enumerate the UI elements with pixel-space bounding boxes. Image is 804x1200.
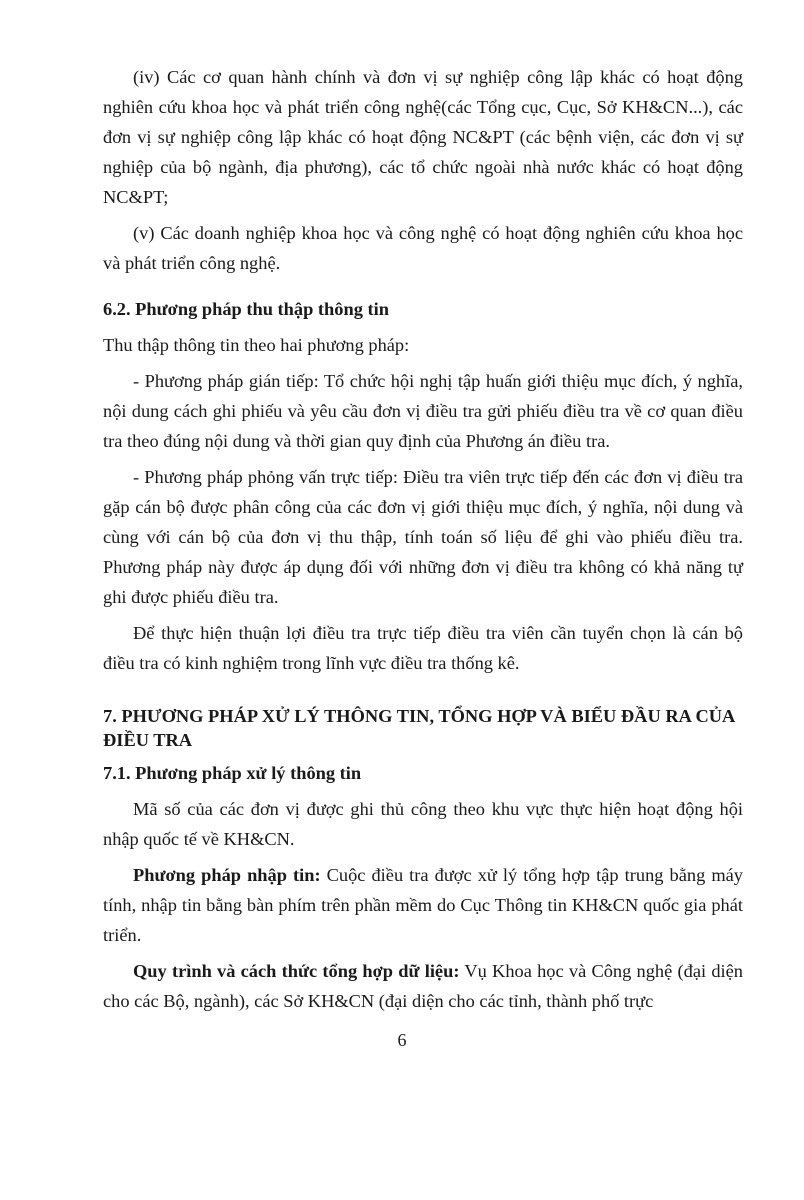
data-entry-label: Phương pháp nhập tin:	[133, 865, 321, 885]
paragraph-code: Mã số của các đơn vị được ghi thủ công theo khu vực thực hiện hoạt động hội nhập quốc tế về KH&CN.	[103, 799, 743, 849]
page-number: 6	[397, 1030, 407, 1050]
process-text: Vụ Khoa học và Công nghệ (đại diện cho các Bộ, ngành), các Sở KH&CN (đại diện cho các tỉnh, thành phố trực	[103, 961, 743, 1011]
data-entry-text: Cuộc điều tra được xử lý tổng hợp tập trung bằng máy tính, nhập tin bằng bàn phím trên phần mềm do Cục Thông tin KH&CN quốc gia phát triển.	[103, 865, 743, 945]
paragraph-direct-method: - Phương pháp phỏng vấn trực tiếp: Điều tra viên trực tiếp đến các đơn vị điều tra gặp cán bộ được phân công của các đơn vị giới thiệu mục đích, ý nghĩa, nội dung và cùng với cán bộ của đơn vị thu thập, tính toán số liệu để ghi vào phiếu điều tra. Phương pháp này được áp dụng đối với những đơn vị điều tra không có khả năng tự ghi được phiếu điều tra.	[103, 467, 743, 607]
paragraph-recruit: Để thực hiện thuận lợi điều tra trực tiếp điều tra viên cần tuyển chọn là cán bộ điều tra có kinh nghiệm trong lĩnh vực điều tra thống kê.	[103, 623, 743, 673]
paragraph-process	[103, 956, 743, 1016]
process-label: Quy trình và cách thức tổng hợp dữ liệu:	[133, 961, 460, 981]
heading-section-7: 7. PHƯƠNG PHÁP XỬ LÝ THÔNG TIN, TỔNG HỢP VÀ BIỂU ĐẦU RA CỦA ĐIỀU TRA	[103, 706, 735, 750]
heading-7-1: 7.1. Phương pháp xử lý thông tin	[103, 763, 362, 783]
paragraph-item-v: (v) Các doanh nghiệp khoa học và công nghệ có hoạt động nghiên cứu khoa học và phát triển công nghệ.	[103, 223, 743, 273]
heading-6-2: 6.2. Phương pháp thu thập thông tin	[103, 299, 389, 319]
paragraph-indirect-method: - Phương pháp gián tiếp: Tổ chức hội nghị tập huấn giới thiệu mục đích, ý nghĩa, nội dung cách ghi phiếu và yêu cầu đơn vị điều tra gửi phiếu điều tra về cơ quan điều tra theo đúng nội dung và thời gian quy định của Phương án điều tra.	[103, 371, 743, 451]
document-page	[103, 62, 743, 1016]
paragraph-data-entry	[103, 860, 743, 950]
paragraph-item-iv: (iv) Các cơ quan hành chính và đơn vị sự nghiệp công lập khác có hoạt động nghiên cứu khoa học và phát triển công nghệ(các Tổng cục, Cục, Sở KH&CN...), các đơn vị sự nghiệp công lập khác có hoạt động NC&PT (các bệnh viện, các đơn vị sự nghiệp của bộ ngành, địa phương), các tổ chức ngoài nhà nước khác có hoạt động NC&PT;	[103, 67, 743, 207]
paragraph-intro: Thu thập thông tin theo hai phương pháp:	[103, 335, 410, 355]
